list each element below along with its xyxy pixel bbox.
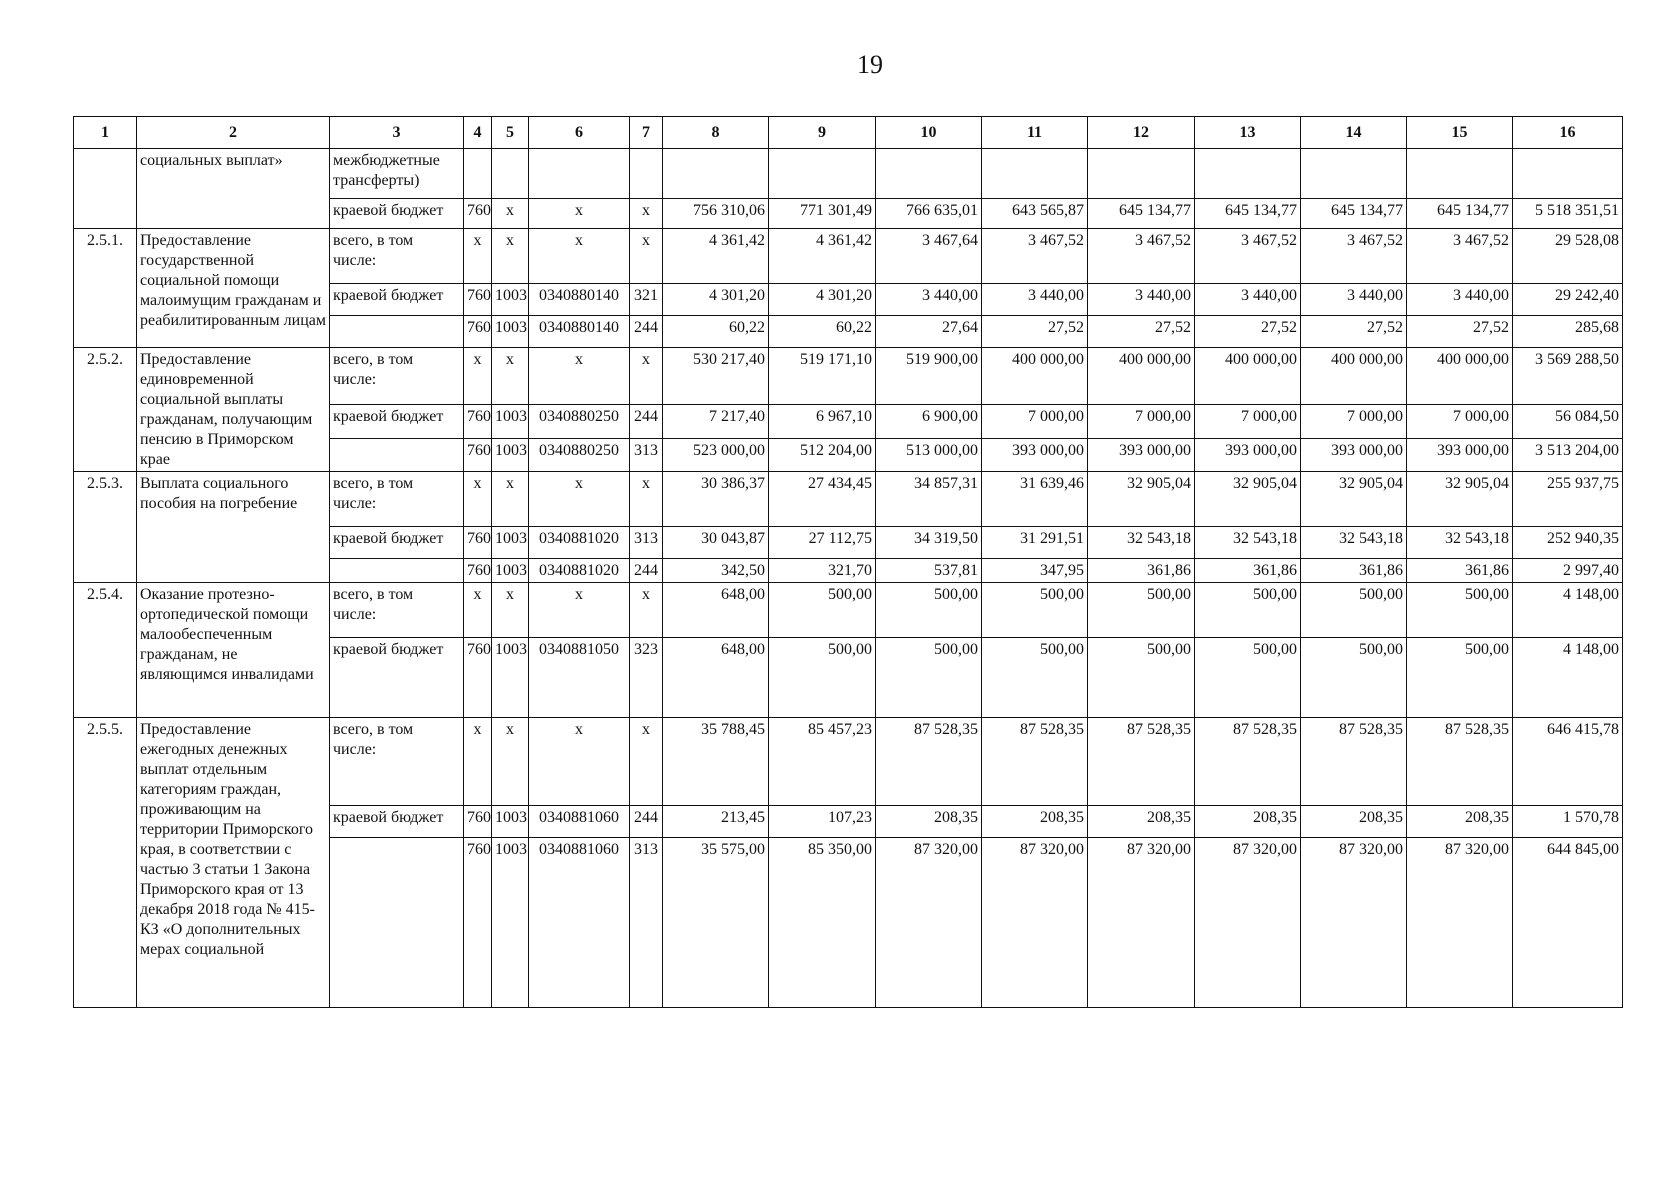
value-cell: 27,64 — [876, 316, 982, 348]
empty-cell — [876, 149, 982, 199]
funding-source-cell: всего, в том числе: — [330, 472, 464, 527]
value-cell: 347,95 — [982, 559, 1088, 583]
ministry-code-cell: x — [464, 472, 492, 527]
value-cell: 523 000,00 — [663, 438, 769, 471]
empty-cell — [663, 149, 769, 199]
item-total-row — [74, 583, 1623, 638]
header-cell: 9 — [769, 117, 876, 149]
value-cell: 4 148,00 — [1513, 583, 1623, 638]
value-cell: 32 543,18 — [1088, 527, 1195, 559]
value-cell: 4 301,20 — [663, 284, 769, 316]
section-code-cell: 1003 — [492, 638, 529, 718]
value-cell: 500,00 — [769, 583, 876, 638]
target-code-cell: 0340880140 — [529, 316, 630, 348]
value-cell: 400 000,00 — [1301, 348, 1407, 405]
ministry-code-cell: 760 — [464, 806, 492, 838]
target-code-cell: 0340881050 — [529, 638, 630, 718]
ministry-code-cell: x — [464, 348, 492, 405]
header-cell: 12 — [1088, 117, 1195, 149]
target-code-cell: 0340880250 — [529, 438, 630, 471]
value-cell: 87 528,35 — [982, 718, 1088, 806]
expense-type-cell: x — [630, 583, 663, 638]
value-cell: 500,00 — [876, 583, 982, 638]
value-cell: 27 112,75 — [769, 527, 876, 559]
empty-cell — [464, 149, 492, 199]
item-name-cell: Предоставление единовременной социальной выплаты гражданам, получающим пенсию в Приморском крае — [137, 348, 330, 472]
ministry-code-cell: 760 — [464, 199, 492, 229]
value-cell: 29 242,40 — [1513, 284, 1623, 316]
value-cell: 500,00 — [1088, 583, 1195, 638]
ministry-code-cell: 760 — [464, 527, 492, 559]
value-cell: 6 900,00 — [876, 405, 982, 438]
value-cell: 32 543,18 — [1195, 527, 1301, 559]
empty-cell — [769, 149, 876, 199]
funding-source-cell: всего, в том числе: — [330, 348, 464, 405]
section-code-cell: 1003 — [492, 316, 529, 348]
header-cell: 10 — [876, 117, 982, 149]
item-total-row — [74, 718, 1623, 806]
value-cell: 7 000,00 — [1407, 405, 1513, 438]
ministry-code-cell: 760 — [464, 284, 492, 316]
expense-type-cell: 321 — [630, 284, 663, 316]
value-cell: 644 845,00 — [1513, 838, 1623, 1008]
expense-type-cell: 313 — [630, 438, 663, 471]
continuation-row — [74, 149, 1623, 199]
header-cell: 16 — [1513, 117, 1623, 149]
section-code-cell: 1003 — [492, 284, 529, 316]
value-cell: 107,23 — [769, 806, 876, 838]
header-cell: 5 — [492, 117, 529, 149]
value-cell: 32 905,04 — [1088, 472, 1195, 527]
value-cell: 500,00 — [1195, 638, 1301, 718]
funding-source-cell: межбюджетные трансферты) — [330, 149, 464, 199]
value-cell: 30 386,37 — [663, 472, 769, 527]
value-cell: 500,00 — [1407, 583, 1513, 638]
value-cell: 500,00 — [1195, 583, 1301, 638]
item-total-row — [74, 229, 1623, 284]
value-cell: 643 565,87 — [982, 199, 1088, 229]
funding-source-cell: краевой бюджет — [330, 638, 464, 718]
header-cell: 15 — [1407, 117, 1513, 149]
ministry-code-cell: x — [464, 229, 492, 284]
section-code-cell: 1003 — [492, 838, 529, 1008]
empty-cell — [982, 149, 1088, 199]
value-cell: 646 415,78 — [1513, 718, 1623, 806]
page-number: 19 — [857, 50, 883, 79]
value-cell: 512 204,00 — [769, 438, 876, 471]
value-cell: 7 000,00 — [1301, 405, 1407, 438]
value-cell: 400 000,00 — [1407, 348, 1513, 405]
value-cell: 1 570,78 — [1513, 806, 1623, 838]
target-code-cell: 0340881060 — [529, 806, 630, 838]
section-code-cell: x — [492, 229, 529, 284]
value-cell: 500,00 — [1407, 638, 1513, 718]
header-cell: 6 — [529, 117, 630, 149]
value-cell: 3 440,00 — [1195, 284, 1301, 316]
value-cell: 208,35 — [876, 806, 982, 838]
expense-type-cell: 244 — [630, 405, 663, 438]
header-cell: 2 — [137, 117, 330, 149]
value-cell: 645 134,77 — [1301, 199, 1407, 229]
value-cell: 5 518 351,51 — [1513, 199, 1623, 229]
empty-cell — [529, 149, 630, 199]
value-cell: 500,00 — [982, 583, 1088, 638]
header-row — [74, 117, 1623, 149]
value-cell: 393 000,00 — [1088, 438, 1195, 471]
value-cell: 252 940,35 — [1513, 527, 1623, 559]
value-cell: 35 788,45 — [663, 718, 769, 806]
item-total-row — [74, 348, 1623, 405]
value-cell: 519 171,10 — [769, 348, 876, 405]
value-cell: 7 000,00 — [1088, 405, 1195, 438]
funding-source-empty-cell — [330, 316, 464, 348]
header-cell: 4 — [464, 117, 492, 149]
expense-type-cell: 244 — [630, 316, 663, 348]
item-name-cell: Выплата социального пособия на погребение — [137, 472, 330, 583]
value-cell: 87 320,00 — [1195, 838, 1301, 1008]
section-code-cell: 1003 — [492, 405, 529, 438]
value-cell: 27,52 — [1088, 316, 1195, 348]
funding-source-empty-cell — [330, 559, 464, 583]
ministry-code-cell: 760 — [464, 405, 492, 438]
item-number-cell: 2.5.3. — [74, 472, 137, 583]
expense-type-cell: 244 — [630, 806, 663, 838]
value-cell: 208,35 — [1195, 806, 1301, 838]
value-cell: 27,52 — [1301, 316, 1407, 348]
value-cell: 34 319,50 — [876, 527, 982, 559]
target-code-cell: 0340881020 — [529, 559, 630, 583]
value-cell: 7 000,00 — [982, 405, 1088, 438]
value-cell: 34 857,31 — [876, 472, 982, 527]
empty-cell — [1088, 149, 1195, 199]
value-cell: 32 543,18 — [1301, 527, 1407, 559]
value-cell: 321,70 — [769, 559, 876, 583]
value-cell: 87 528,35 — [876, 718, 982, 806]
value-cell: 3 513 204,00 — [1513, 438, 1623, 471]
value-cell: 87 528,35 — [1407, 718, 1513, 806]
value-cell: 32 543,18 — [1407, 527, 1513, 559]
value-cell: 766 635,01 — [876, 199, 982, 229]
section-code-cell: x — [492, 472, 529, 527]
target-code-cell: x — [529, 472, 630, 527]
value-cell: 648,00 — [663, 583, 769, 638]
value-cell: 27 434,45 — [769, 472, 876, 527]
value-cell: 400 000,00 — [982, 348, 1088, 405]
value-cell: 208,35 — [1301, 806, 1407, 838]
value-cell: 645 134,77 — [1407, 199, 1513, 229]
value-cell: 2 997,40 — [1513, 559, 1623, 583]
empty-cell — [1195, 149, 1301, 199]
value-cell: 393 000,00 — [1407, 438, 1513, 471]
value-cell: 4 148,00 — [1513, 638, 1623, 718]
expense-type-cell: 323 — [630, 638, 663, 718]
ministry-code-cell: x — [464, 583, 492, 638]
value-cell: 500,00 — [769, 638, 876, 718]
funding-source-cell: краевой бюджет — [330, 284, 464, 316]
expense-type-cell: x — [630, 718, 663, 806]
section-code-cell: x — [492, 199, 529, 229]
value-cell: 285,68 — [1513, 316, 1623, 348]
section-code-cell: 1003 — [492, 806, 529, 838]
section-code-cell: 1003 — [492, 559, 529, 583]
value-cell: 3 467,52 — [1407, 229, 1513, 284]
value-cell: 4 301,20 — [769, 284, 876, 316]
item-name-cell: Предоставление ежегодных денежных выплат отдельным категориям граждан, проживающим на территории Приморского края, в соответствии с частью 3 статьи 1 Закона Приморского края от 13 декабря 2018 года № 415-КЗ «О дополнительных мерах социальной — [137, 718, 330, 1008]
value-cell: 87 528,35 — [1301, 718, 1407, 806]
header-cell: 1 — [74, 117, 137, 149]
budget-table — [73, 116, 1623, 1008]
value-cell: 87 320,00 — [1088, 838, 1195, 1008]
value-cell: 60,22 — [663, 316, 769, 348]
expense-type-cell: 313 — [630, 838, 663, 1008]
item-number-cell: 2.5.5. — [74, 718, 137, 1008]
value-cell: 3 440,00 — [1088, 284, 1195, 316]
value-cell: 4 361,42 — [663, 229, 769, 284]
target-code-cell: 0340881020 — [529, 527, 630, 559]
value-cell: 31 291,51 — [982, 527, 1088, 559]
expense-type-cell: x — [630, 199, 663, 229]
value-cell: 771 301,49 — [769, 199, 876, 229]
funding-source-cell: краевой бюджет — [330, 405, 464, 438]
section-code-cell: x — [492, 348, 529, 405]
funding-source-cell: всего, в том числе: — [330, 718, 464, 806]
target-code-cell: x — [529, 229, 630, 284]
value-cell: 361,86 — [1407, 559, 1513, 583]
header-cell: 7 — [630, 117, 663, 149]
section-code-cell: x — [492, 718, 529, 806]
ministry-code-cell: 760 — [464, 316, 492, 348]
value-cell: 361,86 — [1195, 559, 1301, 583]
value-cell: 342,50 — [663, 559, 769, 583]
value-cell: 208,35 — [1407, 806, 1513, 838]
value-cell: 645 134,77 — [1088, 199, 1195, 229]
empty-cell — [1513, 149, 1623, 199]
header-cell: 3 — [330, 117, 464, 149]
expense-type-cell: 244 — [630, 559, 663, 583]
value-cell: 3 440,00 — [982, 284, 1088, 316]
value-cell: 400 000,00 — [1195, 348, 1301, 405]
value-cell: 32 905,04 — [1301, 472, 1407, 527]
item-name-cell: Оказание протезно-ортопедической помощи малообеспеченным гражданам, не являющимся инвалидами — [137, 583, 330, 718]
header-cell: 11 — [982, 117, 1088, 149]
section-code-cell: 1003 — [492, 438, 529, 471]
value-cell: 393 000,00 — [1195, 438, 1301, 471]
value-cell: 645 134,77 — [1195, 199, 1301, 229]
section-code-cell: x — [492, 583, 529, 638]
ministry-code-cell: x — [464, 718, 492, 806]
value-cell: 513 000,00 — [876, 438, 982, 471]
value-cell: 500,00 — [1088, 638, 1195, 718]
item-number-cell — [74, 149, 137, 229]
value-cell: 361,86 — [1301, 559, 1407, 583]
funding-source-empty-cell — [330, 438, 464, 471]
value-cell: 87 320,00 — [1301, 838, 1407, 1008]
value-cell: 35 575,00 — [663, 838, 769, 1008]
value-cell: 3 467,52 — [982, 229, 1088, 284]
item-name-cell: Предоставление государственной социальной помощи малоимущим гражданам и реабилитированным лицам — [137, 229, 330, 348]
value-cell: 27,52 — [982, 316, 1088, 348]
target-code-cell: x — [529, 718, 630, 806]
value-cell: 393 000,00 — [982, 438, 1088, 471]
section-code-cell: 1003 — [492, 527, 529, 559]
funding-source-cell: краевой бюджет — [330, 527, 464, 559]
value-cell: 7 217,40 — [663, 405, 769, 438]
value-cell: 29 528,08 — [1513, 229, 1623, 284]
funding-source-cell: краевой бюджет — [330, 199, 464, 229]
value-cell: 32 905,04 — [1195, 472, 1301, 527]
value-cell: 87 528,35 — [1088, 718, 1195, 806]
value-cell: 648,00 — [663, 638, 769, 718]
target-code-cell: 0340880140 — [529, 284, 630, 316]
value-cell: 393 000,00 — [1301, 438, 1407, 471]
value-cell: 27,52 — [1195, 316, 1301, 348]
empty-cell — [630, 149, 663, 199]
value-cell: 3 467,64 — [876, 229, 982, 284]
header-cell: 8 — [663, 117, 769, 149]
funding-source-cell: всего, в том числе: — [330, 229, 464, 284]
value-cell: 85 457,23 — [769, 718, 876, 806]
ministry-code-cell: 760 — [464, 638, 492, 718]
funding-source-empty-cell — [330, 838, 464, 1008]
value-cell: 87 320,00 — [982, 838, 1088, 1008]
expense-type-cell: 313 — [630, 527, 663, 559]
value-cell: 400 000,00 — [1088, 348, 1195, 405]
item-number-cell: 2.5.4. — [74, 583, 137, 718]
expense-type-cell: x — [630, 348, 663, 405]
target-code-cell: 0340880250 — [529, 405, 630, 438]
value-cell: 3 440,00 — [876, 284, 982, 316]
value-cell: 87 320,00 — [1407, 838, 1513, 1008]
value-cell: 6 967,10 — [769, 405, 876, 438]
value-cell: 3 467,52 — [1088, 229, 1195, 284]
value-cell: 3 569 288,50 — [1513, 348, 1623, 405]
target-code-cell: x — [529, 199, 630, 229]
empty-cell — [492, 149, 529, 199]
value-cell: 361,86 — [1088, 559, 1195, 583]
value-cell: 208,35 — [1088, 806, 1195, 838]
ministry-code-cell: 760 — [464, 838, 492, 1008]
funding-source-cell: краевой бюджет — [330, 806, 464, 838]
value-cell: 208,35 — [982, 806, 1088, 838]
value-cell: 3 467,52 — [1195, 229, 1301, 284]
value-cell: 519 900,00 — [876, 348, 982, 405]
item-name-cell: социальных выплат» — [137, 149, 330, 229]
value-cell: 60,22 — [769, 316, 876, 348]
value-cell: 3 440,00 — [1407, 284, 1513, 316]
value-cell: 213,45 — [663, 806, 769, 838]
value-cell: 31 639,46 — [982, 472, 1088, 527]
funding-source-cell: всего, в том числе: — [330, 583, 464, 638]
item-number-cell: 2.5.1. — [74, 229, 137, 348]
value-cell: 530 217,40 — [663, 348, 769, 405]
value-cell: 32 905,04 — [1407, 472, 1513, 527]
value-cell: 500,00 — [1301, 638, 1407, 718]
value-cell: 500,00 — [876, 638, 982, 718]
empty-cell — [1407, 149, 1513, 199]
value-cell: 87 320,00 — [876, 838, 982, 1008]
expense-type-cell: x — [630, 472, 663, 527]
target-code-cell: x — [529, 348, 630, 405]
value-cell: 756 310,06 — [663, 199, 769, 229]
item-number-cell: 2.5.2. — [74, 348, 137, 472]
value-cell: 3 467,52 — [1301, 229, 1407, 284]
target-code-cell: x — [529, 583, 630, 638]
value-cell: 500,00 — [1301, 583, 1407, 638]
header-cell: 13 — [1195, 117, 1301, 149]
value-cell: 87 528,35 — [1195, 718, 1301, 806]
value-cell: 537,81 — [876, 559, 982, 583]
empty-cell — [1301, 149, 1407, 199]
value-cell: 27,52 — [1407, 316, 1513, 348]
value-cell: 7 000,00 — [1195, 405, 1301, 438]
value-cell: 30 043,87 — [663, 527, 769, 559]
header-cell: 14 — [1301, 117, 1407, 149]
item-total-row — [74, 472, 1623, 527]
value-cell: 3 440,00 — [1301, 284, 1407, 316]
ministry-code-cell: 760 — [464, 559, 492, 583]
expense-type-cell: x — [630, 229, 663, 284]
value-cell: 85 350,00 — [769, 838, 876, 1008]
value-cell: 56 084,50 — [1513, 405, 1623, 438]
value-cell: 4 361,42 — [769, 229, 876, 284]
target-code-cell: 0340881060 — [529, 838, 630, 1008]
ministry-code-cell: 760 — [464, 438, 492, 471]
value-cell: 500,00 — [982, 638, 1088, 718]
value-cell: 255 937,75 — [1513, 472, 1623, 527]
